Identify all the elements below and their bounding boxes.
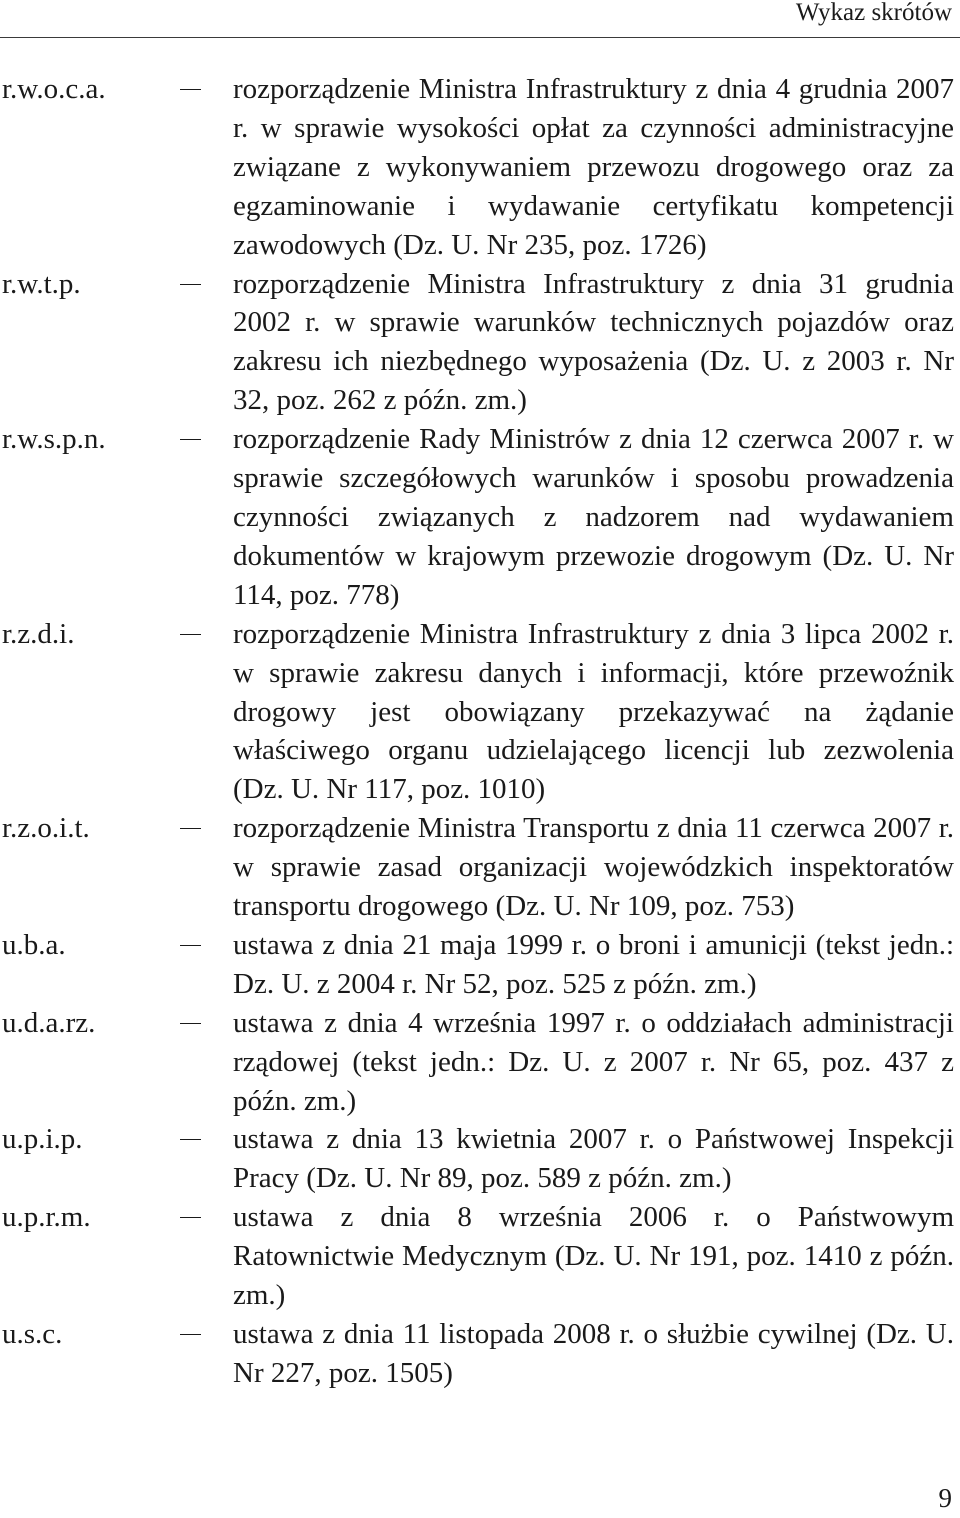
abbreviation-term: r.w.t.p.: [2, 267, 81, 300]
abbreviation-definition: ustawa z dnia 4 września 1997 r. o oddziałach administracji rządowej (tekst jedn.: Dz. U. z 2007 r. Nr 65, poz. 437 z późn. zm.): [233, 1006, 954, 1117]
abbreviation-definition: ustawa z dnia 8 września 2006 r. o Państwowym Ratownictwie Medycznym (Dz. U. Nr 191, poz. 1410 z późn. zm.): [233, 1201, 954, 1312]
abbreviation-term: u.s.c.: [2, 1318, 63, 1350]
dash-separator: [180, 439, 201, 440]
abbreviation-entry: [0, 1198, 960, 1315]
abbreviation-entry: [0, 615, 960, 810]
abbreviation-term: u.d.a.rz.: [2, 1006, 96, 1039]
dash-separator: [180, 1334, 201, 1335]
abbreviation-definition: ustawa z dnia 13 kwietnia 2007 r. o Państwowej Inspekcji Pracy (Dz. U. Nr 89, poz. 589 z późn. zm.): [233, 1123, 954, 1195]
abbreviation-entry: [0, 926, 960, 1004]
abbreviation-term: r.w.o.c.a.: [2, 73, 106, 105]
page-number: 9: [938, 1483, 952, 1513]
abbreviation-definition: rozporządzenie Rady Ministrów z dnia 12 czerwca 2007 r. w sprawie szczegółowych warunków i sposobu prowadzenia czynności związanych z nadzorem nad wydawaniem dokumentów w krajowym przewozie drogowym (Dz. U. Nr 114, poz. 778): [233, 423, 954, 611]
dash-separator: [180, 945, 201, 946]
abbreviation-definition: rozporządzenie Ministra Infrastruktury z dnia 3 lipca 2002 r. w sprawie zakresu danych i informacji, które przewoźnik drogowy jest obowiązany przekazywać na żądanie właściwego organu udzielającego licencji lub zezwolenia (Dz. U. Nr 117, poz. 1010): [233, 617, 954, 806]
abbreviation-term: u.b.a.: [2, 928, 66, 961]
abbreviation-term: r.z.o.i.t.: [2, 812, 90, 845]
abbreviation-entry: [0, 420, 960, 615]
abbreviation-definition: rozporządzenie Ministra Transportu z dnia 11 czerwca 2007 r. w sprawie zasad organizacji wojewódzkich inspektoratów transportu drogowego (Dz. U. Nr 109, poz. 753): [233, 812, 954, 923]
header-rule: [0, 37, 960, 38]
abbreviation-list: [0, 70, 960, 1393]
abbreviation-definition: rozporządzenie Ministra Infrastruktury z dnia 4 grudnia 2007 r. w sprawie wysokości opłat za czynności administracyjne związane z wykonywaniem przewozu drogowego oraz za egzaminowanie i wydawanie certyfikatu kompetencji zawodowych (Dz. U. Nr 235, poz. 1726): [233, 73, 954, 261]
abbreviation-definition: rozporządzenie Ministra Infrastruktury z dnia 31 grudnia 2002 r. w sprawie warunków technicznych pojazdów oraz zakresu ich niezbędnego wyposażenia (Dz. U. z 2003 r. Nr 32, poz. 262 z późn. zm.): [233, 267, 954, 417]
dash-separator: [180, 1023, 201, 1024]
abbreviation-entry: [0, 265, 960, 421]
dash-separator: [180, 284, 201, 285]
abbreviation-entry: [0, 1004, 960, 1121]
abbreviation-definition: ustawa z dnia 11 listopada 2008 r. o służbie cywilnej (Dz. U. Nr 227, poz. 1505): [233, 1318, 954, 1389]
abbreviation-term: r.z.d.i.: [2, 617, 75, 650]
dash-separator: [180, 1139, 201, 1140]
abbreviation-entry: [0, 1315, 960, 1393]
abbreviation-term: u.p.i.p.: [2, 1123, 83, 1156]
dash-separator: [180, 634, 201, 635]
abbreviation-term: r.w.s.p.n.: [2, 423, 106, 456]
abbreviation-term: u.p.r.m.: [2, 1201, 91, 1234]
dash-separator: [180, 1217, 201, 1218]
abbreviation-entry: [0, 70, 960, 265]
dash-separator: [180, 828, 201, 829]
running-header: Wykaz skrótów: [795, 0, 952, 26]
dash-separator: [180, 89, 201, 90]
abbreviation-definition: ustawa z dnia 21 maja 1999 r. o broni i amunicji (tekst jedn.: Dz. U. z 2004 r. Nr 52, poz. 525 z późn. zm.): [233, 928, 954, 1000]
abbreviation-entry: [0, 809, 960, 926]
abbreviation-entry: [0, 1120, 960, 1198]
